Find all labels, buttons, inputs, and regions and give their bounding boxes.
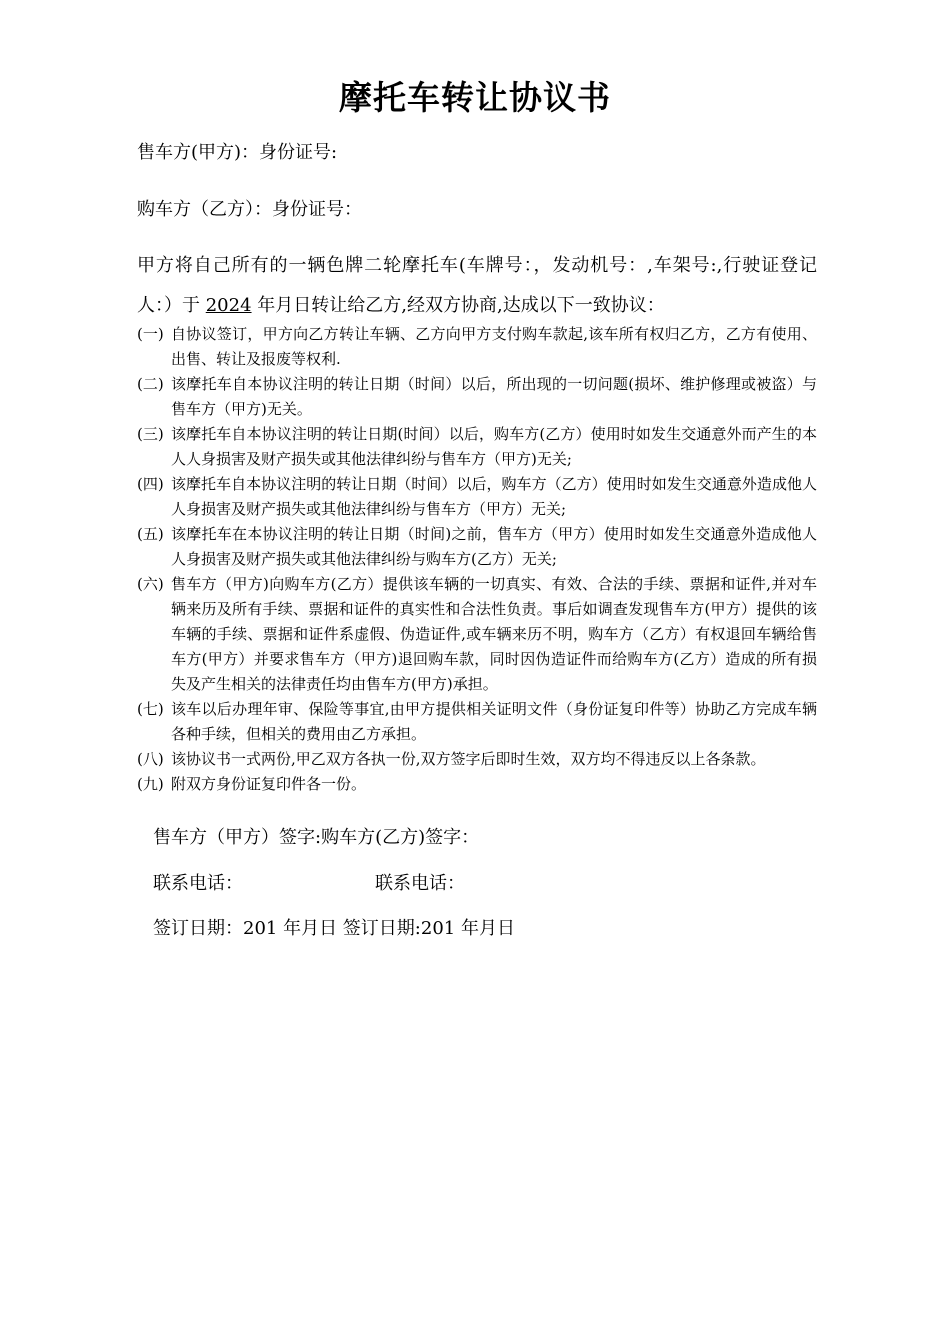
clause-text: 该摩托车自本协议注明的转让日期（时间）以后，所出现的一切问题(损坏、维护修理或被盗）与售车方（甲方)无关。 bbox=[171, 375, 817, 418]
buyer-phone-label: 联系电话： bbox=[375, 873, 465, 894]
signature-line: 售车方（甲方）签字:购车方(乙方)签字： bbox=[153, 827, 480, 848]
seller-phone-label: 联系电话： bbox=[153, 873, 243, 894]
phone-line bbox=[153, 869, 465, 895]
clause-number: (五) bbox=[137, 525, 164, 543]
buyer-line: 购车方（乙方）：身份证号： bbox=[137, 199, 362, 220]
clause-number: (一) bbox=[137, 325, 164, 343]
clause-text: 该摩托车自本协议注明的转让日期(时间）以后，购车方(乙方）使用时如发生交通意外而产生的本人人身损害及财产损失或其他法律纠纷与售车方（甲方)无关; bbox=[171, 425, 817, 468]
clause-number: (六) bbox=[137, 575, 164, 593]
clause-item bbox=[137, 772, 817, 797]
intro-paragraph bbox=[137, 246, 817, 326]
clause-item bbox=[137, 372, 817, 422]
clause-text: 售车方（甲方)向购车方(乙方）提供该车辆的一切真实、有效、合法的手续、票据和证件,并对车辆来历及所有手续、票据和证件的真实性和合法性负责。事后如调查发现售车方(甲方）提供的该车辆的手续、票据和证件系虚假、伪造证件,或车辆来历不明，购车方（乙方）有权退回车辆给售车方(甲方）并要求售车方（甲方)退回购车款，同时因伪造证件而给购车方(乙方）造成的所有损失及产生相关的法律责任均由售车方(甲方)承担。 bbox=[171, 575, 817, 693]
clause-item bbox=[137, 472, 817, 522]
intro-text-2: 年月日转让给乙方,经双方协商,达成以下一致协议： bbox=[251, 295, 665, 316]
intro-year: 2024 bbox=[205, 295, 252, 316]
clause-number: (三) bbox=[137, 425, 164, 443]
clause-text: 该摩托车在本协议注明的转让日期（时间)之前，售车方（甲方）使用时如发生交通意外造成他人人身损害及财产损失或其他法律纠纷与购车方(乙方）无关; bbox=[171, 525, 817, 568]
clause-number: (四) bbox=[137, 475, 164, 493]
clause-item bbox=[137, 572, 817, 697]
clause-item bbox=[137, 322, 817, 372]
date-line: 签订日期：201 年月日 签订日期:201 年月日 bbox=[153, 918, 515, 939]
clause-item bbox=[137, 422, 817, 472]
clause-item bbox=[137, 747, 817, 772]
clause-text: 该摩托车自本协议注明的转让日期（时间）以后，购车方（乙方）使用时如发生交通意外造成他人人身损害及财产损失或其他法律纠纷与售车方（甲方）无关; bbox=[171, 475, 817, 518]
clause-item bbox=[137, 522, 817, 572]
clause-text: 该协议书一式两份,甲乙双方各执一份,双方签字后即时生效，双方均不得违反以上各条款。 bbox=[171, 750, 766, 768]
clause-text: 该车以后办理年审、保险等事宜,由甲方提供相关证明文件（身份证复印件等）协助乙方完成车辆各种手续，但相关的费用由乙方承担。 bbox=[171, 700, 817, 743]
clause-item bbox=[137, 697, 817, 747]
clause-number: (二) bbox=[137, 375, 164, 393]
intro-text-1: 甲方将自己所有的一辆色牌二轮摩托车(车牌号：，发动机号：,车架号:,行驶证登记人：）于 bbox=[137, 255, 817, 316]
clause-number: (九) bbox=[137, 775, 164, 793]
clause-text: 附双方身份证复印件各一份。 bbox=[171, 775, 367, 793]
document-title: 摩托车转让协议书 bbox=[339, 78, 611, 117]
clause-number: (八) bbox=[137, 750, 164, 768]
seller-line: 售车方(甲方)：身份证号: bbox=[137, 142, 338, 163]
clause-text: 自协议签订，甲方向乙方转让车辆、乙方向甲方支付购车款起,该车所有权归乙方，乙方有使用、出售、转让及报废等权利. bbox=[171, 325, 817, 368]
clause-number: (七) bbox=[137, 700, 164, 718]
clause-list bbox=[137, 322, 817, 797]
